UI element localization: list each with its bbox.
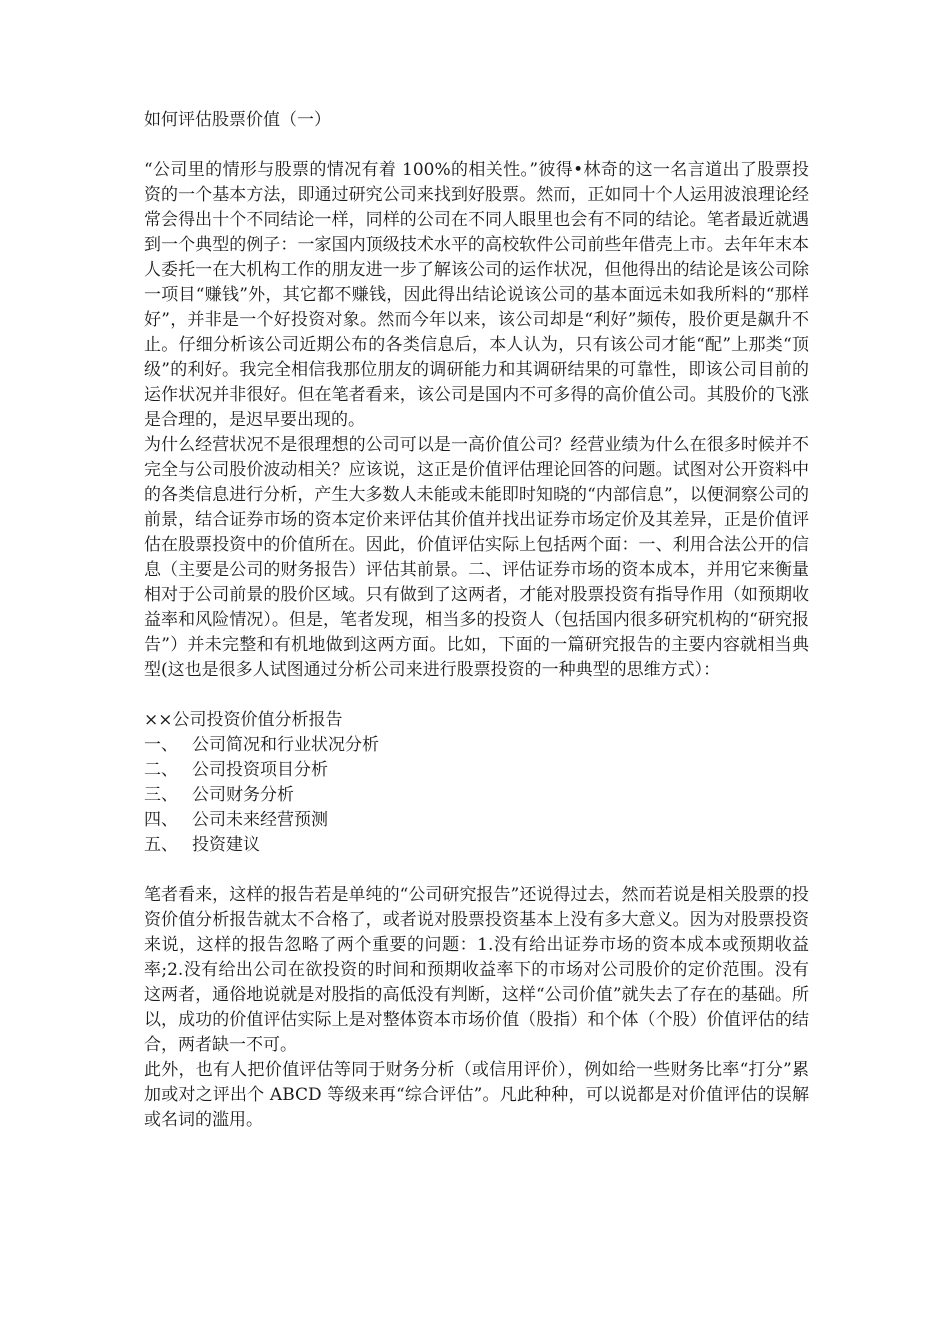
blank-line bbox=[144, 133, 809, 158]
list-item-text: 投资建议 bbox=[192, 835, 260, 855]
paragraph-valuation: 为什么经营状况不是很理想的公司可以是一高价值公司？经营业绩为什么在很多时候并不完全与公司股价波动相关？应该说，这正是价值评估理论回答的问题。试图对公开资料中的各类信息进行分析，产生大多数人未能或未能即时知晓的“内部信息”，以便洞察公司的前景，结合证券市场的资本定价来评估其价值并找出证券市场定价及其差异，正是价值评估在股票投资中的价值所在。因此，价值评估实际上包括两个面：一、利用合法公开的信息（主要是公司的财务报告）评估其前景。二、评估证券市场的资本成本，并用它来衡量相对于公司前景的股价区域。只有做到了这两者，才能对股票投资有指导作用（如预期收益率和风险情况）。但是，笔者发现，相当多的投资人（包括国内很多研究机构的“研究报告”）并未完整和有机地做到这两方面。比如，下面的一篇研究报告的主要内容就相当典型(这也是很多人试图通过分析公司来进行股票投资的一种典型的思维方式）： bbox=[144, 435, 809, 680]
document-title: 如何评估股票价值（一） bbox=[144, 110, 331, 130]
list-item-text: 公司投资项目分析 bbox=[192, 760, 328, 780]
blank-line bbox=[144, 858, 809, 883]
list-item-number: 一、 bbox=[144, 735, 178, 755]
list-item bbox=[144, 833, 809, 858]
list-item-number: 三、 bbox=[144, 785, 178, 805]
list-item bbox=[144, 783, 809, 808]
report-title: ××公司投资价值分析报告 bbox=[144, 710, 343, 730]
report-outline-list bbox=[144, 733, 809, 858]
list-item-number: 四、 bbox=[144, 810, 178, 830]
list-item bbox=[144, 758, 809, 783]
paragraph-critique: 笔者看来，这样的报告若是单纯的“公司研究报告”还说得过去，然而若说是相关股票的投资价值分析报告就太不合格了，或者说对股票投资基本上没有多大意义。因为对股票投资来说，这样的报告忽略了两个重要的问题：1.没有给出证券市场的资本成本或预期收益率;2.没有给出公司在欲投资的时间和预期收益率下的市场对公司股价的定价范围。没有这两者，通俗地说就是对股指的高低没有判断，这样“公司价值”就失去了存在的基础。所以，成功的价值评估实际上是对整体资本市场价值（股指）和个体（个股）价值评估的结合，两者缺一不可。 bbox=[144, 885, 809, 1055]
list-item-text: 公司简况和行业状况分析 bbox=[192, 735, 379, 755]
list-item bbox=[144, 808, 809, 833]
document-page bbox=[144, 108, 809, 1133]
list-item bbox=[144, 733, 809, 758]
list-item-text: 公司财务分析 bbox=[192, 785, 294, 805]
paragraph-intro: “公司里的情形与股票的情况有着 100%的相关性。”彼得•林奇的这一名言道出了股票投资的一个基本方法，即通过研究公司来找到好股票。然而，正如同十个人运用波浪理论经常会得出十个不同结论一样，同样的公司在不同人眼里也会有不同的结论。笔者最近就遇到一个典型的例子：一家国内顶级技术水平的高校软件公司前些年借壳上市。去年年末本人委托一在大机构工作的朋友进一步了解该公司的运作状况，但他得出的结论是该公司除一项目“赚钱”外，其它都不赚钱，因此得出结论说该公司的基本面远未如我所料的“那样好”，并非是一个好投资对象。然而今年以来，该公司却是“利好”频传，股价更是飙升不止。仔细分析该公司近期公布的各类信息后，本人认为，只有该公司才能“配”上那类“顶级”的利好。我完全相信我那位朋友的调研能力和其调研结果的可靠性，即该公司目前的运作状况并非很好。但在笔者看来，该公司是国内不可多得的高价值公司。其股价的飞涨是合理的，是迟早要出现的。 bbox=[144, 160, 809, 430]
list-item-number: 五、 bbox=[144, 835, 178, 855]
list-item-number: 二、 bbox=[144, 760, 178, 780]
paragraph-misuse: 此外，也有人把价值评估等同于财务分析（或信用评价），例如给一些财务比率“打分”累加或对之评出个 ABCD 等级来再“综合评估”。凡此种种，可以说都是对价值评估的误解或名词的滥用。 bbox=[144, 1060, 809, 1130]
list-item-text: 公司未来经营预测 bbox=[192, 810, 328, 830]
blank-line bbox=[144, 683, 809, 708]
